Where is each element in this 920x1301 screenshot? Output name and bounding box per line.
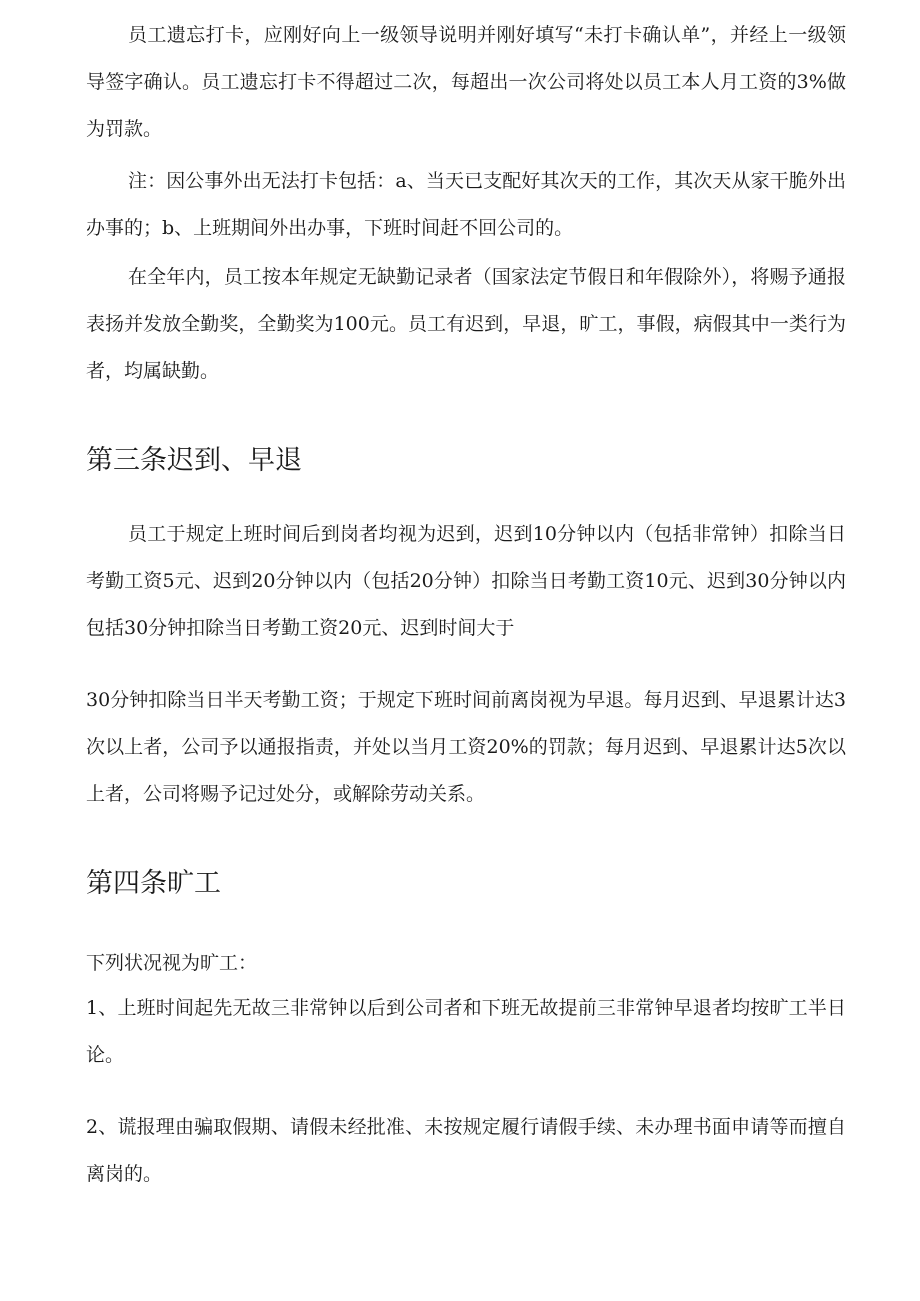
list-item-absenteeism-1: 1、上班时间起先无故三非常钟以后到公司者和下班无故提前三非常钟早退者均按旷工半日论。 <box>86 997 846 1066</box>
paragraph-full-attendance: 在全年内，员工按本年规定无缺勤记录者（国家法定节假日和年假除外），将赐予通报表扬并发放全勤奖，全勤奖为100元。员工有迟到，早退，旷工，事假，病假其中一类行为者，均属缺勤。 <box>86 266 846 382</box>
paragraph-late-penalties: 30分钟扣除当日半天考勤工资；于规定下班时间前离岗视为早退。每月迟到、早退累计达3次以上者，公司予以通报指责，并处以当月工资20%的罚款；每月迟到、早退累计达5次以上者，公司将赐予记过处分，或解除劳动关系。 <box>86 689 846 805</box>
section-heading-absenteeism: 第四条旷工 <box>86 868 221 899</box>
paragraph-forgot-clock-in: 员工遗忘打卡，应刚好向上一级领导说明并刚好填写“未打卡确认单”，并经上一级领导签字确认。员工遗忘打卡不得超过二次，每超出一次公司将处以员工本人月工资的3%做为罚款。 <box>86 24 846 140</box>
paragraph-note-business-out: 注：因公事外出无法打卡包括：a、当天已支配好其次天的工作，其次天从家干脆外出办事的；b、上班期间外出办事，下班时间赶不回公司的。 <box>86 170 846 239</box>
paragraph-late-rules: 员工于规定上班时间后到岗者均视为迟到，迟到10分钟以内（包括非常钟）扣除当日考勤工资5元、迟到20分钟以内（包括20分钟）扣除当日考勤工资10元、迟到30分钟以内包括30分钟扣除当日考勤工资20元、迟到时间大于 <box>86 523 846 639</box>
paragraph-absenteeism-intro: 下列状况视为旷工： <box>86 952 258 974</box>
section-heading-late-early: 第三条迟到、早退 <box>86 445 302 476</box>
list-item-absenteeism-2: 2、谎报理由骗取假期、请假未经批准、未按规定履行请假手续、未办理书面申请等而擅自离岗的。 <box>86 1116 846 1185</box>
